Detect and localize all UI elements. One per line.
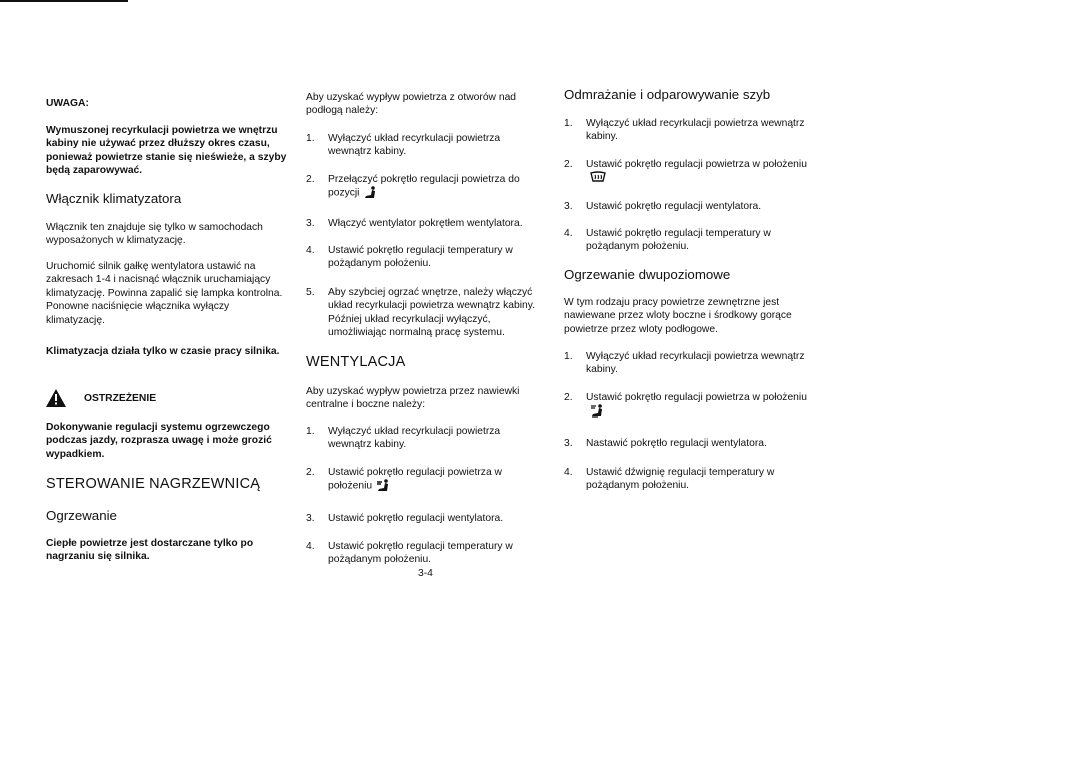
list-item (306, 286, 546, 340)
item-number: 5. (306, 287, 315, 298)
item-number: 2. (564, 392, 573, 403)
warning-header (46, 389, 156, 407)
item-number: 2. (306, 467, 315, 478)
list-item (306, 217, 546, 230)
item-text: Ustawić pokrętło regulacji wentylatora. (586, 201, 762, 212)
bilevel-icon (590, 404, 606, 418)
list-item (564, 350, 808, 377)
heading-ventilation: WENTYLACJA (306, 354, 406, 370)
item-number: 1. (564, 351, 573, 362)
defrost-icon (590, 171, 606, 184)
item-text: Ustawić pokrętło regulacji temperatury w pożądanym położeniu. (328, 245, 513, 270)
list-item (564, 466, 808, 493)
item-text: Ustawić pokrętło regulacji powietrza w położeniu (586, 392, 807, 403)
item-number: 3. (306, 218, 315, 229)
list-item (306, 466, 546, 494)
item-text: Ustawić pokrętło regulacji powietrza w położeniu (328, 467, 502, 493)
list-item (306, 244, 546, 271)
warning-text: Dokonywanie regulacji systemu ogrzewczego podczas jazdy, rozprasza uwagę i może grozić wypadkiem. (46, 422, 272, 460)
item-text: Ustawić pokrętło regulacji temperatury w pożądanym położeniu. (328, 541, 513, 566)
ac-paragraph-2: Uruchomić silnik gałkę wentylatora ustawić na zakresach 1-4 i nacisnąć włącznik uruchamiający klimatyzację. Powinna zapalić się lampka kontrolna. Ponowne naciśnięcie włącznika wyłączy klimatyzację. (46, 261, 283, 326)
item-number: 2. (306, 174, 315, 185)
list-item (564, 117, 808, 144)
item-text: Ustawić pokrętło regulacji powietrza w położeniu (586, 159, 807, 170)
list-item (306, 425, 546, 452)
item-text: Wyłączyć układ recyrkulacji powietrza wewnątrz kabiny. (586, 351, 805, 376)
heading-heater-control: STEROWANIE NAGRZEWNICĄ (46, 476, 261, 492)
heating-text: Ciepłe powietrze jest dostarczane tylko po nagrzaniu się silnika. (46, 538, 254, 563)
item-number: 4. (564, 467, 573, 478)
ac-note: Klimatyzacja działa tylko w czasie pracy silnika. (46, 346, 280, 357)
floor-mode-icon (363, 186, 379, 200)
heading-ac-switch: Włącznik klimatyzatora (46, 191, 182, 206)
page-number: 3-4 (418, 568, 433, 579)
bilevel-intro: W tym rodzaju pracy powietrze zewnętrzne jest nawiewane przez wloty boczne i środkowy gorące powietrze przez wloty podłogowe. (564, 297, 792, 335)
item-number: 4. (306, 245, 315, 256)
warning-label: OSTRZEŻENIE (84, 392, 157, 404)
item-text: Przełączyć pokrętło regulacji powietrza do pozycji (328, 174, 520, 200)
list-item (306, 132, 546, 159)
item-text: Wyłączyć układ recyrkulacji powietrza wewnątrz kabiny. (328, 133, 501, 158)
item-number: 3. (564, 201, 573, 212)
top-rule (0, 0, 128, 2)
item-number: 4. (306, 541, 315, 552)
heading-bilevel: Ogrzewanie dwupoziomowe (564, 267, 731, 282)
list-item (564, 158, 808, 185)
item-number: 2. (564, 159, 573, 170)
list-item (564, 437, 808, 450)
item-number: 1. (564, 118, 573, 129)
list-item (306, 540, 546, 567)
item-text: Nastawić pokrętło regulacji wentylatora. (586, 438, 767, 449)
item-text: Ustawić dźwignię regulacji temperatury w pożądanym położeniu. (586, 467, 775, 492)
item-number: 3. (564, 438, 573, 449)
list-item (306, 512, 546, 525)
item-text: Włączyć wentylator pokrętłem wentylatora. (328, 218, 523, 229)
item-text: Ustawić pokrętło regulacji temperatury w pożądanym położeniu. (586, 228, 771, 253)
item-number: 4. (564, 228, 573, 239)
item-text: Aby szybciej ogrzać wnętrze, należy włączyć układ recyrkulacji powietrza wewnątrz kabiny. Później układ recyrkulacji wyłączyć, umożliwiając normalną pracę systemu. (328, 287, 535, 339)
vent-intro: Aby uzyskać wypływ powietrza przez nawiewki centralne i boczne należy: (306, 386, 520, 411)
item-text: Wyłączyć układ recyrkulacji powietrza wewnątrz kabiny. (328, 426, 501, 451)
list-item (564, 391, 808, 419)
item-text: Ustawić pokrętło regulacji wentylatora. (328, 513, 504, 524)
ac-paragraph-1: Włącznik ten znajduje się tylko w samochodach wyposażonych w klimatyzację. (46, 222, 263, 247)
item-number: 1. (306, 133, 315, 144)
uwaga-label: UWAGA: (46, 98, 89, 109)
uwaga-text: Wymuszonej recyrkulacji powietrza we wnętrzu kabiny nie używać przez dłuższy okres czasu, ponieważ powietrze stanie się nieświeże, a szyby będą zaparowywać. (46, 125, 287, 177)
item-text: Wyłączyć układ recyrkulacji powietrza wewnątrz kabiny. (586, 118, 805, 143)
face-vent-icon (376, 479, 392, 493)
list-item (306, 173, 546, 201)
item-number: 3. (306, 513, 315, 524)
heading-defrost: Odmrażanie i odparowywanie szyb (564, 87, 771, 102)
floor-intro: Aby uzyskać wypływ powietrza z otworów nad podłogą należy: (306, 92, 517, 117)
item-number: 1. (306, 426, 315, 437)
heading-heating: Ogrzewanie (46, 508, 117, 523)
warning-triangle-icon (46, 389, 66, 407)
list-item (564, 227, 808, 254)
list-item (564, 200, 808, 213)
